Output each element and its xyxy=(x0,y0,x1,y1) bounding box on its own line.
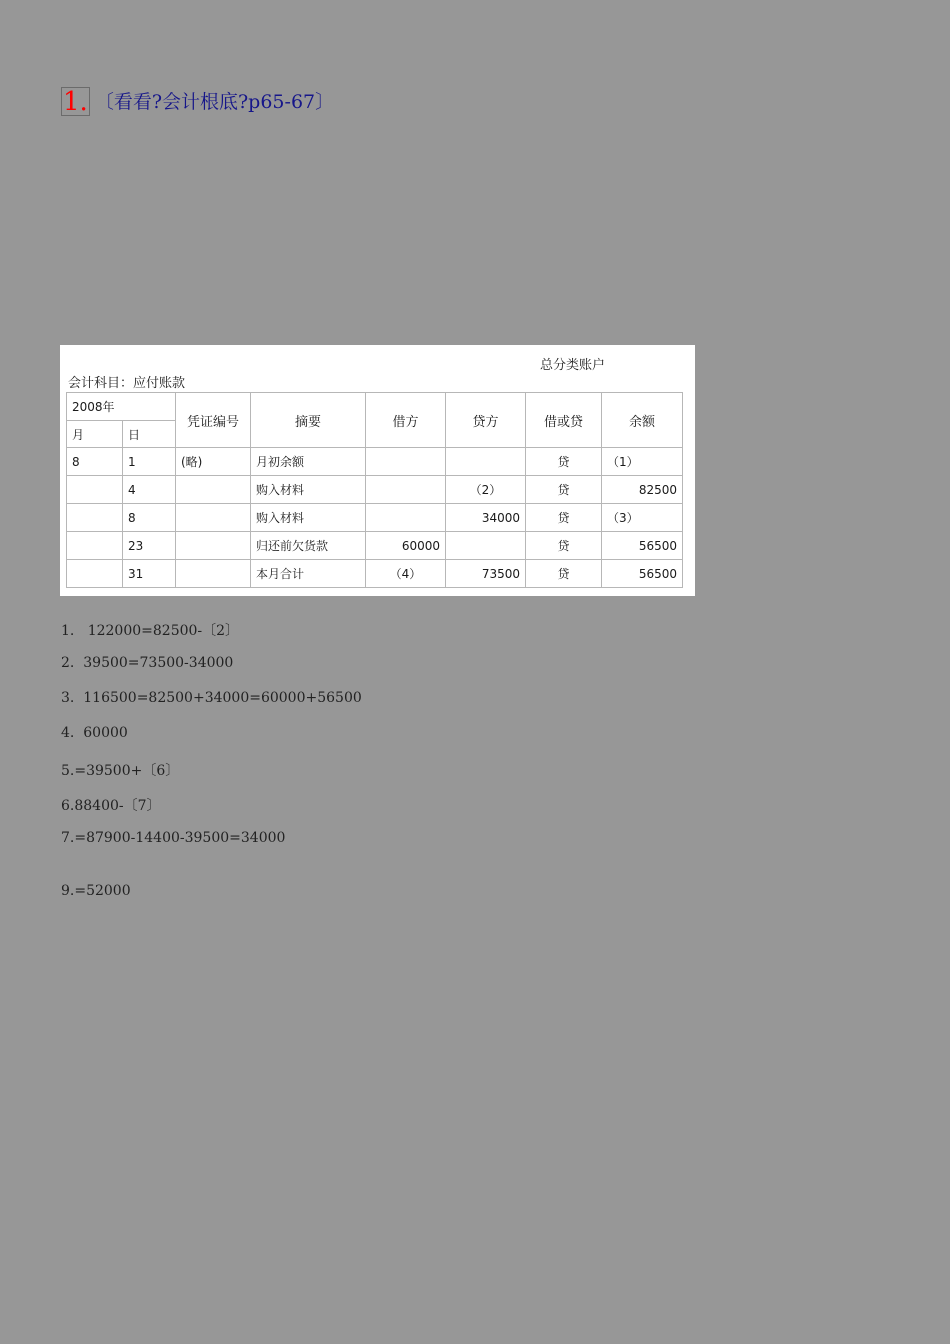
cell-month: 8 xyxy=(67,448,123,476)
cell-balance: 82500 xyxy=(602,476,683,504)
table-row xyxy=(67,560,683,588)
ledger-title: 总分类账户 xyxy=(540,358,606,373)
table-row xyxy=(67,504,683,532)
ledger-figure xyxy=(60,345,695,596)
cell-day: 4 xyxy=(123,476,176,504)
cell-credit: 34000 xyxy=(446,504,526,532)
cell-day: 1 xyxy=(123,448,176,476)
ledger-header-row xyxy=(67,393,683,421)
answer-line: 2. 39500=73500-34000 xyxy=(61,655,234,671)
cell-debit: （4） xyxy=(366,560,446,588)
cell-voucher: (略) xyxy=(176,448,251,476)
header-debit: 借方 xyxy=(366,393,446,448)
cell-day: 31 xyxy=(123,560,176,588)
cell-direction: 贷 xyxy=(526,448,602,476)
header-year: 2008年 xyxy=(67,393,176,421)
cell-month xyxy=(67,476,123,504)
cell-month xyxy=(67,504,123,532)
cell-voucher xyxy=(176,532,251,560)
cell-direction: 贷 xyxy=(526,476,602,504)
cell-credit: （2） xyxy=(446,476,526,504)
header-balance: 余额 xyxy=(602,393,683,448)
heading-text: 〔看看?会计根底?p65-67〕 xyxy=(94,91,335,113)
answer-line: 9.=52000 xyxy=(61,883,131,899)
cell-debit xyxy=(366,476,446,504)
cell-voucher xyxy=(176,560,251,588)
cell-debit xyxy=(366,504,446,532)
answer-line: 1. 122000=82500-〔2〕 xyxy=(61,623,240,639)
answer-line: 6.88400-〔7〕 xyxy=(61,798,161,814)
answer-line: 3. 116500=82500+34000=60000+56500 xyxy=(61,690,362,706)
answer-line: 5.=39500+〔6〕 xyxy=(61,763,180,779)
cell-summary: 购入材料 xyxy=(251,476,366,504)
ledger-subject: 会计科目：应付账款 xyxy=(68,376,186,391)
cell-day: 23 xyxy=(123,532,176,560)
heading-number: 1. xyxy=(63,87,88,117)
header-direction: 借或贷 xyxy=(526,393,602,448)
cell-balance: 56500 xyxy=(602,560,683,588)
cell-direction: 贷 xyxy=(526,504,602,532)
table-row xyxy=(67,532,683,560)
table-row xyxy=(67,448,683,476)
cell-summary: 购入材料 xyxy=(251,504,366,532)
answer-line: 4. 60000 xyxy=(61,725,128,741)
cell-summary: 归还前欠货款 xyxy=(251,532,366,560)
cell-month xyxy=(67,532,123,560)
cell-debit: 60000 xyxy=(366,532,446,560)
ledger-table xyxy=(66,392,683,588)
cell-month xyxy=(67,560,123,588)
cell-credit: 73500 xyxy=(446,560,526,588)
cell-balance: 56500 xyxy=(602,532,683,560)
header-summary: 摘要 xyxy=(251,393,366,448)
cell-debit xyxy=(366,448,446,476)
header-voucher: 凭证编号 xyxy=(176,393,251,448)
header-day: 日 xyxy=(123,421,176,448)
cell-direction: 贷 xyxy=(526,560,602,588)
cell-summary: 月初余额 xyxy=(251,448,366,476)
cell-credit xyxy=(446,532,526,560)
cell-direction: 贷 xyxy=(526,532,602,560)
cell-balance: （1） xyxy=(602,448,683,476)
cell-voucher xyxy=(176,476,251,504)
cell-day: 8 xyxy=(123,504,176,532)
header-credit: 贷方 xyxy=(446,393,526,448)
cell-voucher xyxy=(176,504,251,532)
table-row xyxy=(67,476,683,504)
cell-balance: （3） xyxy=(602,504,683,532)
cell-summary: 本月合计 xyxy=(251,560,366,588)
cell-credit xyxy=(446,448,526,476)
header-month: 月 xyxy=(67,421,123,448)
section-heading xyxy=(61,84,334,116)
answer-line: 7.=87900-14400-39500=34000 xyxy=(61,830,286,846)
